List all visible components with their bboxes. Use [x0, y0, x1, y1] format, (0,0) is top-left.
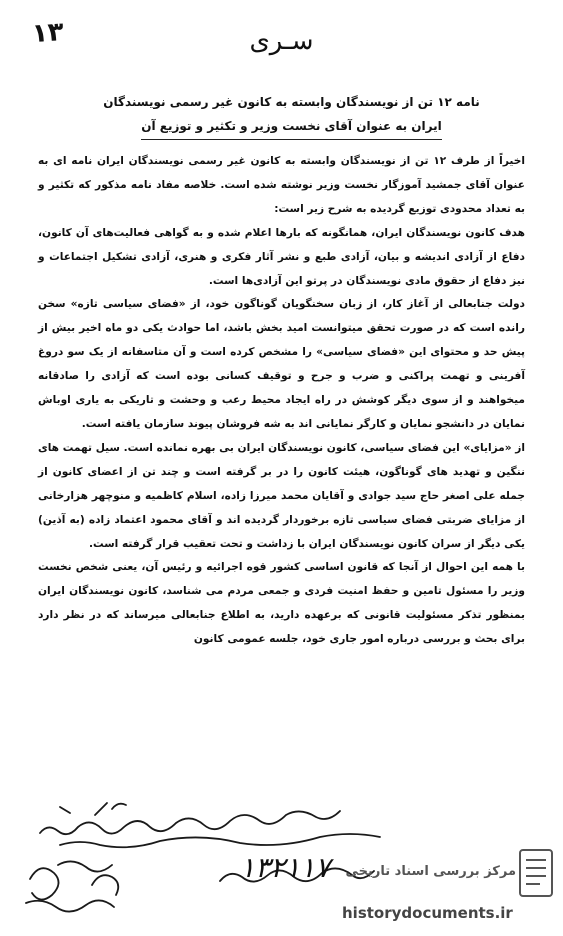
- body-paragraph: از «مزایای» این فضای سیاسی، کانون نویسندگان ایران بی بهره نمانده است. سیل تهمت های ننگین و تهدید های گوناگون، هیئت کانون را در بر گرفته است و چند تن از اعضای کانون از جمله علی اصغر حاج سید جوادی و آقایان محمد میرزا زاده، اسلام کاظمیه و منوچهر هزارخانی از مزایای ضربتی فضای سیاسی تازه برخوردار گردیده اند و آقای محمود اعتماد زاده (به آذین) یکی دیگر از سران کانون نویسندگان ایران با زداشت و تحت تعقیب قرار گرفته است.: [38, 441, 525, 550]
- handwritten-number: ۱۳۲۱۱۷: [240, 851, 331, 884]
- title-line-2: ایران به عنوان آقای نخست وزیر و تکثیر و توزیع آن: [141, 114, 442, 140]
- classification-label: سـری: [249, 26, 314, 56]
- page-number: ۱۳: [30, 16, 65, 50]
- document-body: [38, 150, 525, 652]
- institution-logo-icon: [518, 848, 554, 898]
- watermark: [338, 842, 558, 932]
- body-paragraph: دولت جنابعالی از آغاز کار، از زبان سخنگویان گوناگون خود، از «فضای سیاسی تازه» سخن رانده است که در صورت تحقق میتوانست امید بخش باشد، اما حوادث یکی دو ماه اخیر بیش از پیش حد و محتوای این «فضای سیاسی» را مشخص کرده است و آن متاسفانه از یک سو دروغ آفرینی و تهمت پراکنی و ضرب و جرح و توقیف کسانی بوده است که آزادی را صادقانه میخواهند و از سوی دیگر کوشش در راه ایجاد محیط رعب و وحشت و تاریکی به یاری اوباش نمایان در دانشجو نمایان و کارگر نمایانی اند به شه فروشان پیوند سازمان یافته است.: [38, 298, 525, 430]
- body-paragraph: با همه این احوال از آنجا که قانون اساسی کشور قوه اجرائیه و رئیس آن، یعنی شخص نخست وزیر را مسئول تامین و حفظ امنیت فردی و جمعی مردم می شناسد، کانون نویسندگان ایران بمنظور تذکر مسئولیت قانونی که برعهده دارید، به اطلاع جنابعالی میرساند که در نظر دارد برای بحث و بررسی درباره امور جاری خود، جلسه عمومی کانون: [38, 561, 525, 646]
- watermark-institution: مرکز بررسی اسناد تاریخی: [345, 864, 516, 879]
- document-title: [90, 90, 493, 140]
- title-line-1: نامه ۱۲ تن از نویسندگان وابسته به کانون غیر رسمی نویسندگان: [103, 95, 480, 109]
- body-paragraph: هدف کانون نویسندگان ایران، همانگونه که بارها اعلام شده و به گواهی فعالیت‌های آن کانون، دفاع از آزادی اندیشه و بیان، آزادی طبع و نشر آثار فکری و هنری، آزادی تشکیل اجتماعات و نیز دفاع از حقوق مادی نویسندگان در پرتو این آزادی‌ها است.: [38, 226, 525, 287]
- body-paragraph: اخیراً از طرف ۱۲ تن از نویسندگان وابسته به کانون غیر رسمی نویسندگان ایران نامه ای به عنوان آقای جمشید آموزگار نخست وزیر نوشته شده است. خلاصه مفاد نامه مذکور که تکثیر و به تعداد محدودی توزیع گردیده به شرح زیر است:: [38, 155, 525, 215]
- watermark-url: historydocuments.ir: [342, 904, 513, 922]
